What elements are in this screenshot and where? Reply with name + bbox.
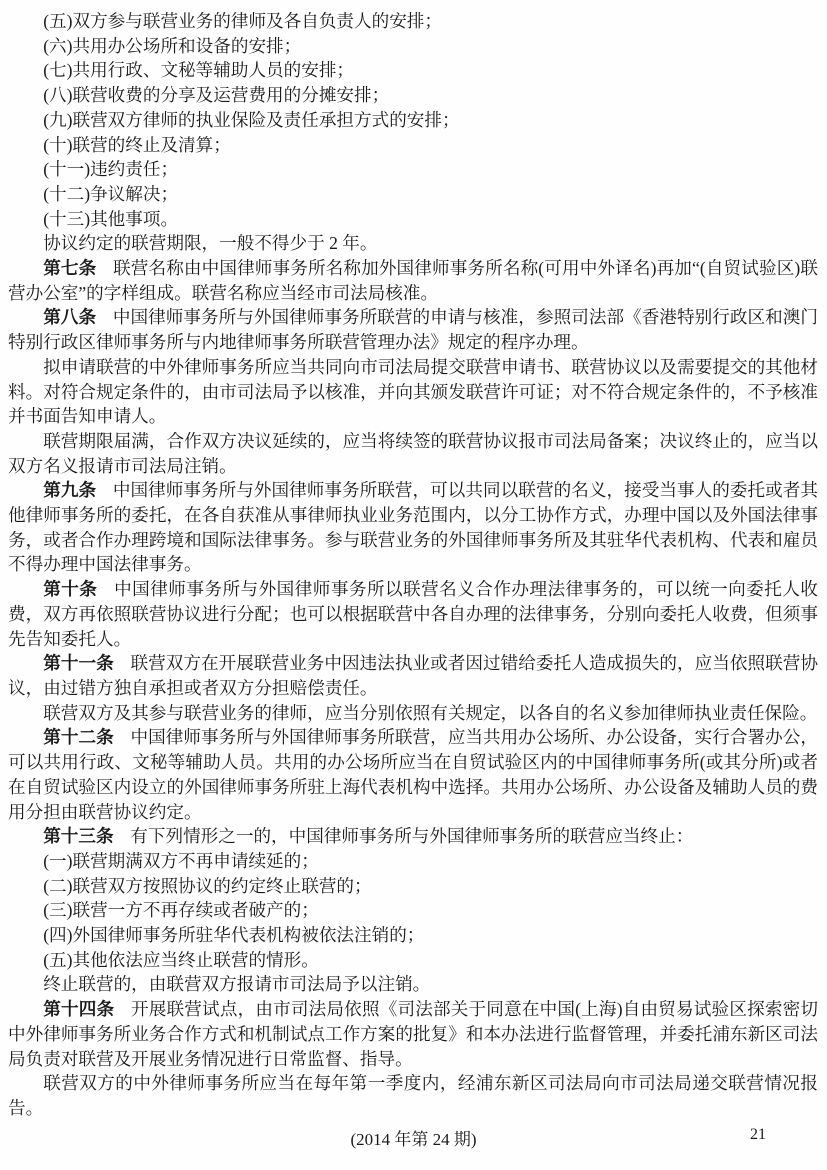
paragraph-text: 协议约定的联营期限，一般不得少于 2 年。 [43, 233, 378, 254]
paragraph-text: 有下列情形之一的，中国律师事务所与外国律师事务所的联营应当终止： [130, 826, 694, 847]
list-item-paragraph [8, 9, 818, 34]
article-number: 第十条 [43, 579, 98, 600]
paragraph-text: 拟申请联营的中外律师事务所应当共同向市司法局提交联营申请书、联营协议以及需要提交的其他材料。对符合规定条件的，由市司法局予以核准，并向其颁发联营许可证；对不符合规定条件的，不予核准并书面告知申请人。 [8, 356, 818, 427]
paragraph-text: (五)双方参与联营业务的律师及各自负责人的安排； [43, 11, 442, 31]
article-number: 第十三条 [43, 826, 114, 847]
paragraph-text: 联营双方在开展联营业务中因违法执业或者因过错给委托人造成损失的，应当依照联营协议，由过错方独自承担或者双方分担赔偿责任。 [8, 653, 818, 698]
article-number: 第七条 [43, 258, 97, 279]
list-item-paragraph [8, 83, 818, 108]
article-paragraph [8, 256, 818, 305]
paragraph-text: 中国律师事务所与外国律师事务所联营，应当共用办公场所、办公设备，实行合署办公，可以共用行政、文秘等辅助人员。共用的办公场所应当在自贸试验区内的中国律师事务所(或其分所)或者在自贸试验区内设立的外国律师事务所驻上海代表机构中选择。共用办公场所、办公设备及辅助人员的费用分担由联营协议约定。 [8, 727, 818, 822]
article-paragraph [8, 725, 818, 824]
list-item-paragraph [8, 157, 818, 182]
article-paragraph [8, 824, 818, 849]
paragraph-text: 联营期限届满，合作双方决议延续的，应当将续签的联营协议报市司法局备案；决议终止的，应当以双方名义报请市司法局注销。 [8, 430, 818, 476]
paragraph-text: (八)联营收费的分享及运营费用的分摊安排； [43, 85, 390, 106]
paragraph-text: 终止联营的，由联营双方报请市司法局予以注销。 [43, 974, 431, 995]
article-paragraph [8, 305, 818, 354]
list-item-paragraph [8, 34, 818, 59]
paragraph-text: (一)联营期满双方不再申请续延的； [43, 850, 319, 871]
paragraph-text: 中国律师事务所与外国律师事务所以联营名义合作办理法律事务的，可以统一向委托人收费，双方再依照联营协议进行分配；也可以根据联营中各自办理的法律事务，分别向委托人收费，但须事先告知委托人。 [8, 579, 818, 649]
list-item-paragraph [8, 948, 818, 973]
article-number: 第十一条 [43, 653, 114, 674]
list-item-paragraph [8, 108, 818, 133]
paragraph-text: (二)联营双方按照协议的约定终止联营的； [43, 875, 372, 896]
paragraph-text: (五)其他依法应当终止联营的情形。 [43, 949, 319, 970]
body-paragraph [8, 429, 818, 478]
paragraph-text: (四)外国律师事务所驻华代表机构被依法注销的； [43, 925, 425, 946]
list-item-paragraph [8, 849, 818, 874]
paragraph-text: 中国律师事务所与外国律师事务所联营的申请与核准，参照司法部《香港特别行政区和澳门特别行政区律师事务所与内地律师事务所联营管理办法》规定的程序办理。 [8, 307, 818, 353]
article-number: 第九条 [43, 480, 97, 501]
paragraph-text: (九)联营双方律师的执业保险及责任承担方式的安排； [43, 109, 460, 130]
list-item-paragraph [8, 923, 818, 948]
body-paragraph [8, 701, 818, 726]
paragraph-text: (七)共用行政、文秘等辅助人员的安排； [43, 60, 355, 81]
article-paragraph [8, 577, 818, 651]
paragraph-text: 开展联营试点，由市司法局依照《司法部关于同意在中国(上海)自由贸易试验区探索密切中外律师事务所业务合作方式和机制试点工作方案的批复》和本办法进行监督管理，并委托浦东新区司法局负责对联营及开展业务情况进行日常监督、指导。 [8, 999, 818, 1069]
issue-label: (2014 年第 24 期) [350, 1130, 477, 1149]
paragraph-text: (六)共用办公场所和设备的安排； [43, 35, 302, 56]
paragraph-text: (三)联营一方不再存续或者破产的； [43, 900, 319, 921]
list-item-paragraph [8, 133, 818, 158]
paragraph-text: 联营双方的中外律师事务所应当在每年第一季度内，经浦东新区司法局向市司法局递交联营情况报告。 [8, 1073, 818, 1118]
article-number: 第十二条 [43, 727, 114, 748]
body-paragraph [8, 1071, 818, 1120]
paragraph-text: (十二)争议解决； [43, 183, 179, 204]
paragraph-text: 中国律师事务所与外国律师事务所联营，可以共同以联营的名义，接受当事人的委托或者其他律师事务所的委托，在各自获准从事律师执业业务范围内，以分工协作方式，办理中国以及外国法律事务，或者合作办理跨境和国际法律事务。参与联营业务的外国律师事务所及其驻华代表机构、代表和雇员不得办理中国法律事务。 [8, 480, 818, 575]
list-item-paragraph [8, 898, 818, 923]
article-number: 第八条 [43, 307, 97, 328]
article-paragraph [8, 651, 818, 700]
list-item-paragraph [8, 207, 818, 232]
document-body [8, 9, 818, 1121]
article-number: 第十四条 [43, 999, 115, 1020]
list-item-paragraph [8, 58, 818, 83]
paragraph-text: 联营名称由中国律师事务所名称加外国律师事务所名称(可用中外译名)再加“(自贸试验区)联营办公室”的字样组成。联营名称应当经市司法局核准。 [8, 258, 818, 303]
article-paragraph [8, 478, 818, 577]
page-footer [0, 1125, 827, 1151]
paragraph-text: (十三)其他事项。 [43, 208, 179, 229]
paragraph-text: 联营双方及其参与联营业务的律师，应当分别依照有关规定，以各自的名义参加律师执业责任保险。 [43, 702, 818, 723]
list-item-paragraph [8, 874, 818, 899]
page-number: 21 [750, 1126, 766, 1143]
article-paragraph [8, 997, 818, 1071]
paragraph-text: (十一)违约责任； [43, 159, 179, 180]
body-paragraph [8, 355, 818, 429]
list-item-paragraph [8, 182, 818, 207]
body-paragraph [8, 972, 818, 997]
body-paragraph [8, 231, 818, 256]
paragraph-text: (十)联营的终止及清算； [43, 134, 231, 155]
